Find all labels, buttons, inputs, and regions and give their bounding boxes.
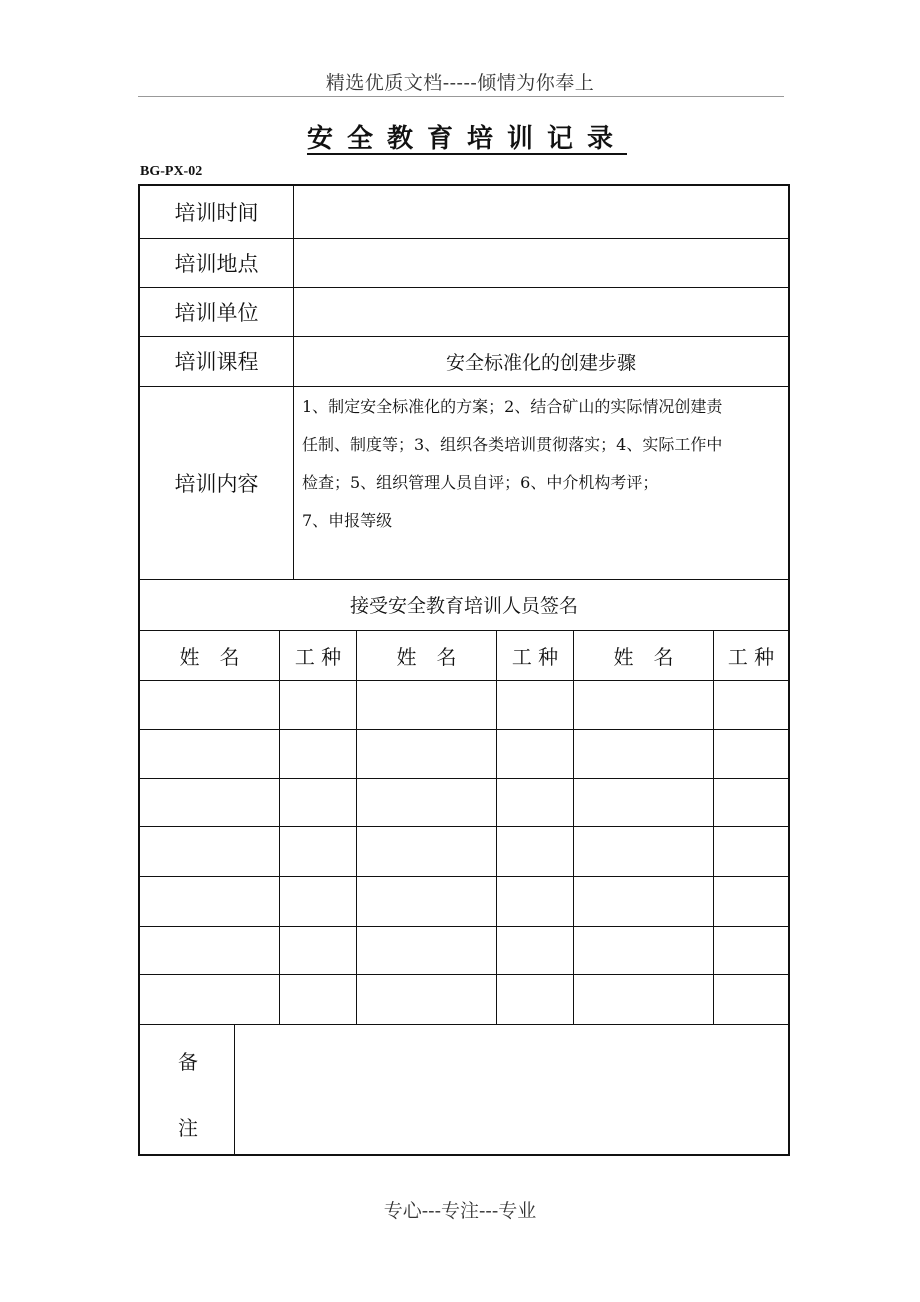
remarks-area[interactable]: [235, 1025, 788, 1154]
document-title-wrap: [0, 118, 920, 155]
column-header-name: 姓 名: [613, 644, 674, 669]
column-divider: [573, 630, 574, 1024]
value-training-location[interactable]: [294, 238, 788, 287]
remarks-label-top: 备: [178, 1050, 198, 1074]
value-training-course: 安全标准化的创建步骤: [445, 351, 636, 374]
column-divider: [356, 630, 357, 1024]
row-divider: [140, 778, 788, 779]
remarks-label-bottom: 注: [178, 1116, 198, 1140]
column-divider: [713, 630, 714, 1024]
content-line: 7、申报等级: [302, 511, 393, 530]
form-code: BG-PX-02: [140, 164, 203, 179]
value-training-content: [302, 388, 788, 540]
label-training-content: 培训内容: [174, 471, 259, 496]
label-training-course: 培训课程: [174, 350, 259, 374]
row-divider: [140, 729, 788, 730]
label-training-location: 培训地点: [174, 251, 259, 276]
column-header-job-type: 工 种: [511, 644, 559, 669]
content-line: 检查；5、组织管理人员自评；6、中介机构考评；: [302, 473, 659, 492]
value-training-time[interactable]: [294, 186, 788, 238]
row-divider: [140, 680, 788, 681]
signature-section-title: 接受安全教育培训人员签名: [349, 595, 578, 617]
label-training-time: 培训时间: [174, 201, 259, 225]
document-title: 安全教育培训记录: [306, 124, 627, 154]
row-divider: [140, 926, 788, 927]
row-divider: [140, 876, 788, 877]
header-rule: [138, 96, 784, 97]
column-header-job-type: 工 种: [294, 644, 342, 669]
training-record-form: [138, 184, 790, 1156]
column-divider: [496, 630, 497, 1024]
content-line: 1、制定安全标准化的方案；2、结合矿山的实际情况创建责: [302, 397, 723, 416]
label-training-unit: 培训单位: [174, 300, 259, 325]
row-divider: [140, 974, 788, 975]
page-header: 精选优质文档-----倾情为你奉上: [325, 72, 595, 94]
column-header-job-type: 工 种: [727, 644, 775, 669]
value-training-unit[interactable]: [294, 287, 788, 336]
page-footer: 专心---专注---专业: [383, 1200, 537, 1222]
content-line: 任制、制度等；3、组织各类培训贯彻落实；4、实际工作中: [302, 435, 723, 454]
column-header-name: 姓 名: [396, 644, 457, 669]
column-header-name: 姓 名: [179, 644, 240, 669]
column-divider: [279, 630, 280, 1024]
row-divider: [140, 826, 788, 827]
